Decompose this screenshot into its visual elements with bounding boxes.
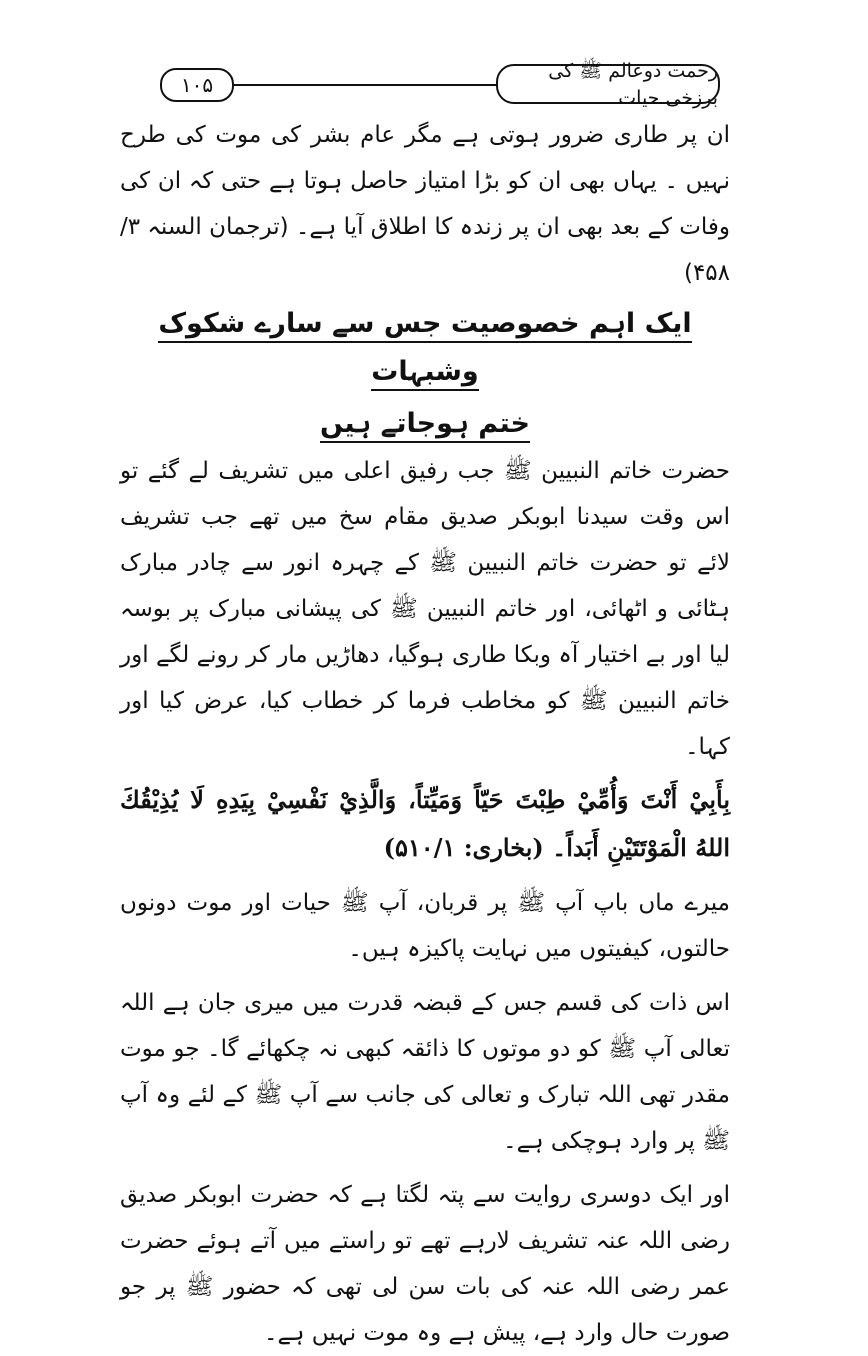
spacer: [120, 972, 730, 980]
arabic-quote: بِأَبِيْ أَنْتَ وَأُمِّيْ طِبْتَ حَيّاً وَمَيِّتاً، وَالَّذِيْ نَفْسِيْ بِيَدِهِ لَا يُذِيْقُكَ اللهُ الْمَوْتَتَيْنِ أَبَداً۔ (بخاری: ۵۱۰/۱): [120, 785, 730, 862]
page-number: ۱۰۵: [160, 68, 234, 102]
page-body: [120, 112, 730, 1356]
paragraph-second-narration: اور ایک دوسری روایت سے پتہ لگتا ہے کہ حضرت ابوبکر صدیق رضی اللہ عنہ تشریف لارہے تھے تو راستے میں آتے ہوئے حضرت عمر رضی اللہ عنہ کی بات سن لی تھی کہ حضور ﷺ پر جو صورت حال وارد ہے، پیش ہے وہ موت نہیں ہے۔: [120, 1182, 730, 1346]
paragraph-translation: میرے ماں باپ آپ ﷺ پر قربان، آپ ﷺ حیات اور موت دونوں حالتوں، کیفیتوں میں نہایت پاکیزہ ہیں۔: [120, 890, 730, 962]
page-header: [160, 60, 720, 109]
section-heading-line-2: ختم ہوجاتے ہیں: [320, 408, 530, 443]
header-rule: [220, 84, 505, 86]
section-heading-continued: [120, 400, 730, 448]
section-heading-line-1: ایک اہم خصوصیت جس سے سارے شکوک وشبہات: [158, 308, 691, 391]
section-heading: [120, 300, 730, 396]
running-title: رحمت دوعالم ﷺ کی برزخی حیات: [496, 64, 720, 104]
spacer: [120, 1164, 730, 1172]
paragraph-narration: حضرت خاتم النبیین ﷺ جب رفیق اعلی میں تشریف لے گئے تو اس وقت سیدنا ابوبکر صدیق مقام سخ میں تھے جب تشریف لائے تو حضرت خاتم النبیین ﷺ کے چہرہ انور سے چادر مبارک ہٹائی و اٹھائی، اور خاتم النبیین ﷺ کی پیشانی مبارک پر بوسہ لیا اور بے اختیار آہ وبکا طاری ہوگیا، دھاڑیں مار کر رونے لگے اور خاتم النبیین ﷺ کو مخاطب فرما کر خطاب کیا، عرض کیا اور کہا۔: [120, 458, 730, 760]
paragraph-oath: اس ذات کی قسم جس کے قبضہ قدرت میں میری جان ہے اللہ تعالی آپ ﷺ کو دو موتوں کا ذائقہ کبھی نہ چکھائے گا۔ جو موت مقدر تھی اللہ تبارک و تعالی کی جانب سے آپ ﷺ کے لئے وہ آپ ﷺ پر وارد ہوچکی ہے۔: [120, 990, 730, 1154]
paragraph-intro: ان پر طاری ضرور ہوتی ہے مگر عام بشر کی موت کی طرح نہیں ۔ یہاں بھی ان کو بڑا امتیاز حاصل ہوتا ہے حتی کہ ان کی وفات کے بعد بھی ان پر زندہ کا اطلاق آیا ہے۔ (ترجمان السنہ ۳/ ۴۵۸): [120, 122, 730, 286]
